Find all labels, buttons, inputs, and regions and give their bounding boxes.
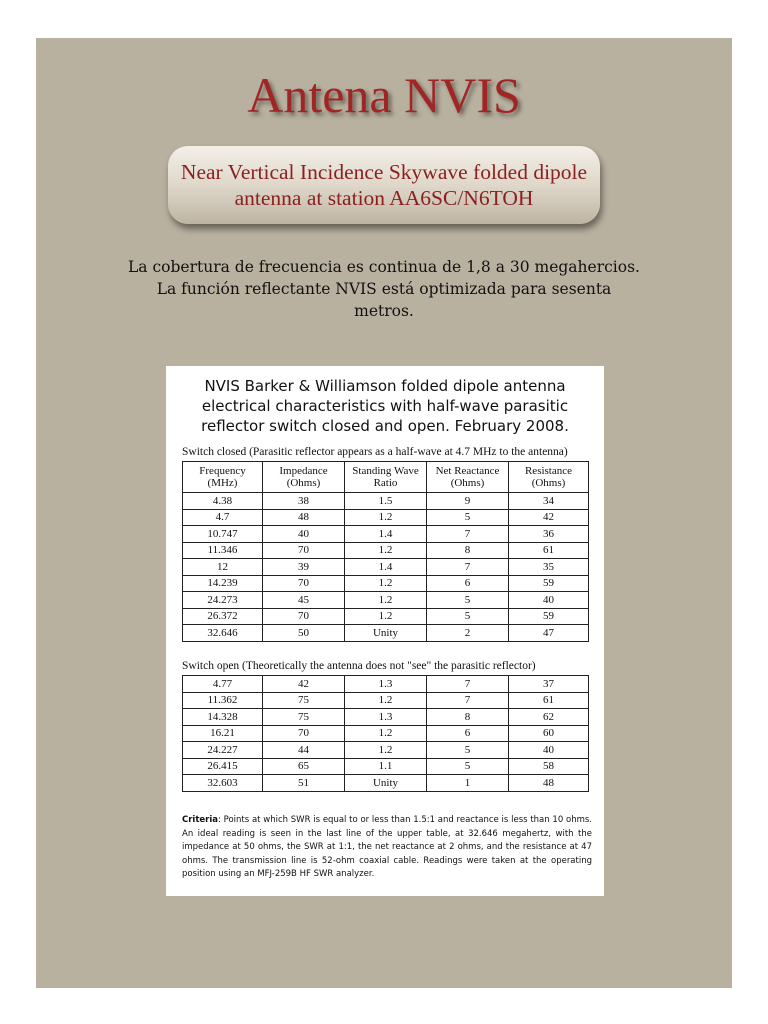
switch-open-table [182,675,589,792]
table-cell: 34 [509,493,589,510]
table-row [183,559,589,576]
table-cell: 16.21 [183,725,263,742]
table-row [183,509,589,526]
table-cell: 4.38 [183,493,263,510]
column-header: Standing Wave Ratio [345,462,427,493]
sheet-title: NVIS Barker & Williamson folded dipole antenna electrical characteristics with half-wave parasitic reflector switch closed and open. February 2008. [201,377,569,435]
table-cell: 1.4 [345,559,427,576]
switch-closed-caption: Switch closed (Parasitic reflector appears as a half-wave at 4.7 MHz to the antenna) [182,446,568,458]
table-cell: 26.372 [183,608,263,625]
table-cell: 38 [263,493,345,510]
table-cell: 7 [427,676,509,693]
table-row [183,542,589,559]
table-cell: 8 [427,542,509,559]
table-cell: 8 [427,709,509,726]
table-cell: 50 [263,625,345,642]
table-cell: Unity [345,775,427,792]
table-cell: 6 [427,575,509,592]
table-cell: 1.3 [345,709,427,726]
table-cell: 70 [263,575,345,592]
switch-open-caption: Switch open (Theoretically the antenna does not "see" the parasitic reflector) [182,660,536,672]
table-cell: 1.2 [345,608,427,625]
table-cell: 59 [509,608,589,625]
table-cell: 37 [509,676,589,693]
switch-closed-table [182,461,589,642]
table-cell: 40 [263,526,345,543]
table-cell: 1.2 [345,725,427,742]
table-cell: 60 [509,725,589,742]
table-cell: 9 [427,493,509,510]
table-cell: 14.239 [183,575,263,592]
data-sheet-image [166,366,604,896]
table-cell: 14.328 [183,709,263,726]
table-cell: 5 [427,608,509,625]
column-header: Resistance (Ohms) [509,462,589,493]
table-cell: 35 [509,559,589,576]
table-cell: 39 [263,559,345,576]
table-cell: 7 [427,692,509,709]
table-cell: 32.646 [183,625,263,642]
table-row [183,758,589,775]
table-cell: 32.603 [183,775,263,792]
table-cell: 45 [263,592,345,609]
table-cell: 65 [263,758,345,775]
table-cell: 47 [509,625,589,642]
table-row [183,493,589,510]
table-cell: 1.5 [345,493,427,510]
table-row [183,725,589,742]
table-cell: 42 [509,509,589,526]
table-row [183,625,589,642]
table-cell: 48 [263,509,345,526]
page-background [36,38,732,988]
table-row [183,692,589,709]
table-cell: 70 [263,725,345,742]
table-cell: 51 [263,775,345,792]
table-cell: 5 [427,742,509,759]
table-cell: 40 [509,592,589,609]
table-cell: 1.4 [345,526,427,543]
table-row [183,608,589,625]
criteria-label: Criteria [182,815,219,825]
table-cell: 42 [263,676,345,693]
table-cell: 4.7 [183,509,263,526]
page-title: Antena NVIS [247,67,521,123]
table-cell: 26.415 [183,758,263,775]
table-cell: 5 [427,758,509,775]
table-cell: 44 [263,742,345,759]
table-cell: 10.747 [183,526,263,543]
table-cell: 36 [509,526,589,543]
table-cell: 2 [427,625,509,642]
column-header: Net Reactance (Ohms) [427,462,509,493]
table-row [183,575,589,592]
table-cell: 62 [509,709,589,726]
subtitle-banner [168,146,600,224]
table-cell: 1.2 [345,692,427,709]
table-cell: 12 [183,559,263,576]
table-row [183,775,589,792]
table-cell: 61 [509,692,589,709]
table-cell: 1.2 [345,575,427,592]
table-cell: 48 [509,775,589,792]
subtitle-text: Near Vertical Incidence Skywave folded dipole antenna at station AA6SC/N6TOH [180,160,588,210]
table-cell: 70 [263,542,345,559]
criteria-note [182,814,592,882]
table-cell: 7 [427,526,509,543]
table-cell: 58 [509,758,589,775]
table-cell: 1.2 [345,509,427,526]
table-cell: 7 [427,559,509,576]
table-cell: 4.77 [183,676,263,693]
table-cell: 1.2 [345,742,427,759]
table-cell: 75 [263,709,345,726]
table-cell: 61 [509,542,589,559]
table-cell: 59 [509,575,589,592]
table-cell: 24.227 [183,742,263,759]
table-cell: 1.2 [345,542,427,559]
table-cell: 40 [509,742,589,759]
table-cell: 1 [427,775,509,792]
table-cell: 11.346 [183,542,263,559]
table-cell: Unity [345,625,427,642]
table-cell: 5 [427,509,509,526]
table-cell: 11.362 [183,692,263,709]
table-header-row [183,462,589,493]
table-cell: 75 [263,692,345,709]
table-row [183,592,589,609]
table-cell: 1.3 [345,676,427,693]
table-row [183,526,589,543]
table-cell: 5 [427,592,509,609]
table-cell: 70 [263,608,345,625]
intro-text [126,256,642,322]
criteria-text: : Points at which SWR is equal to or less than 1.5:1 and reactance is less than 10 ohms. An ideal reading is seen in the last line of the upper table, at 32.646 megahertz, with the impedance at 50 ohms, the SWR at 1:1, the net reactance at 2 ohms, and the resistance at 47 ohms. The transmission line is 52-ohm coaxial cable. Readings were taken at the operating position using an MFJ-259B HF SWR analyzer. [182,815,592,879]
table-cell: 24.273 [183,592,263,609]
intro-line-frequency: La cobertura de frecuencia es continua de 1,8 a 30 megahercios. [128,258,640,276]
table-row [183,676,589,693]
column-header: Impedance (Ohms) [263,462,345,493]
table-row [183,709,589,726]
column-header: Frequency (MHz) [183,462,263,493]
intro-line-reflector: La función reflectante NVIS está optimizada para sesenta metros. [156,280,612,320]
table-cell: 1.2 [345,592,427,609]
table-cell: 6 [427,725,509,742]
table-row [183,742,589,759]
table-cell: 1.1 [345,758,427,775]
